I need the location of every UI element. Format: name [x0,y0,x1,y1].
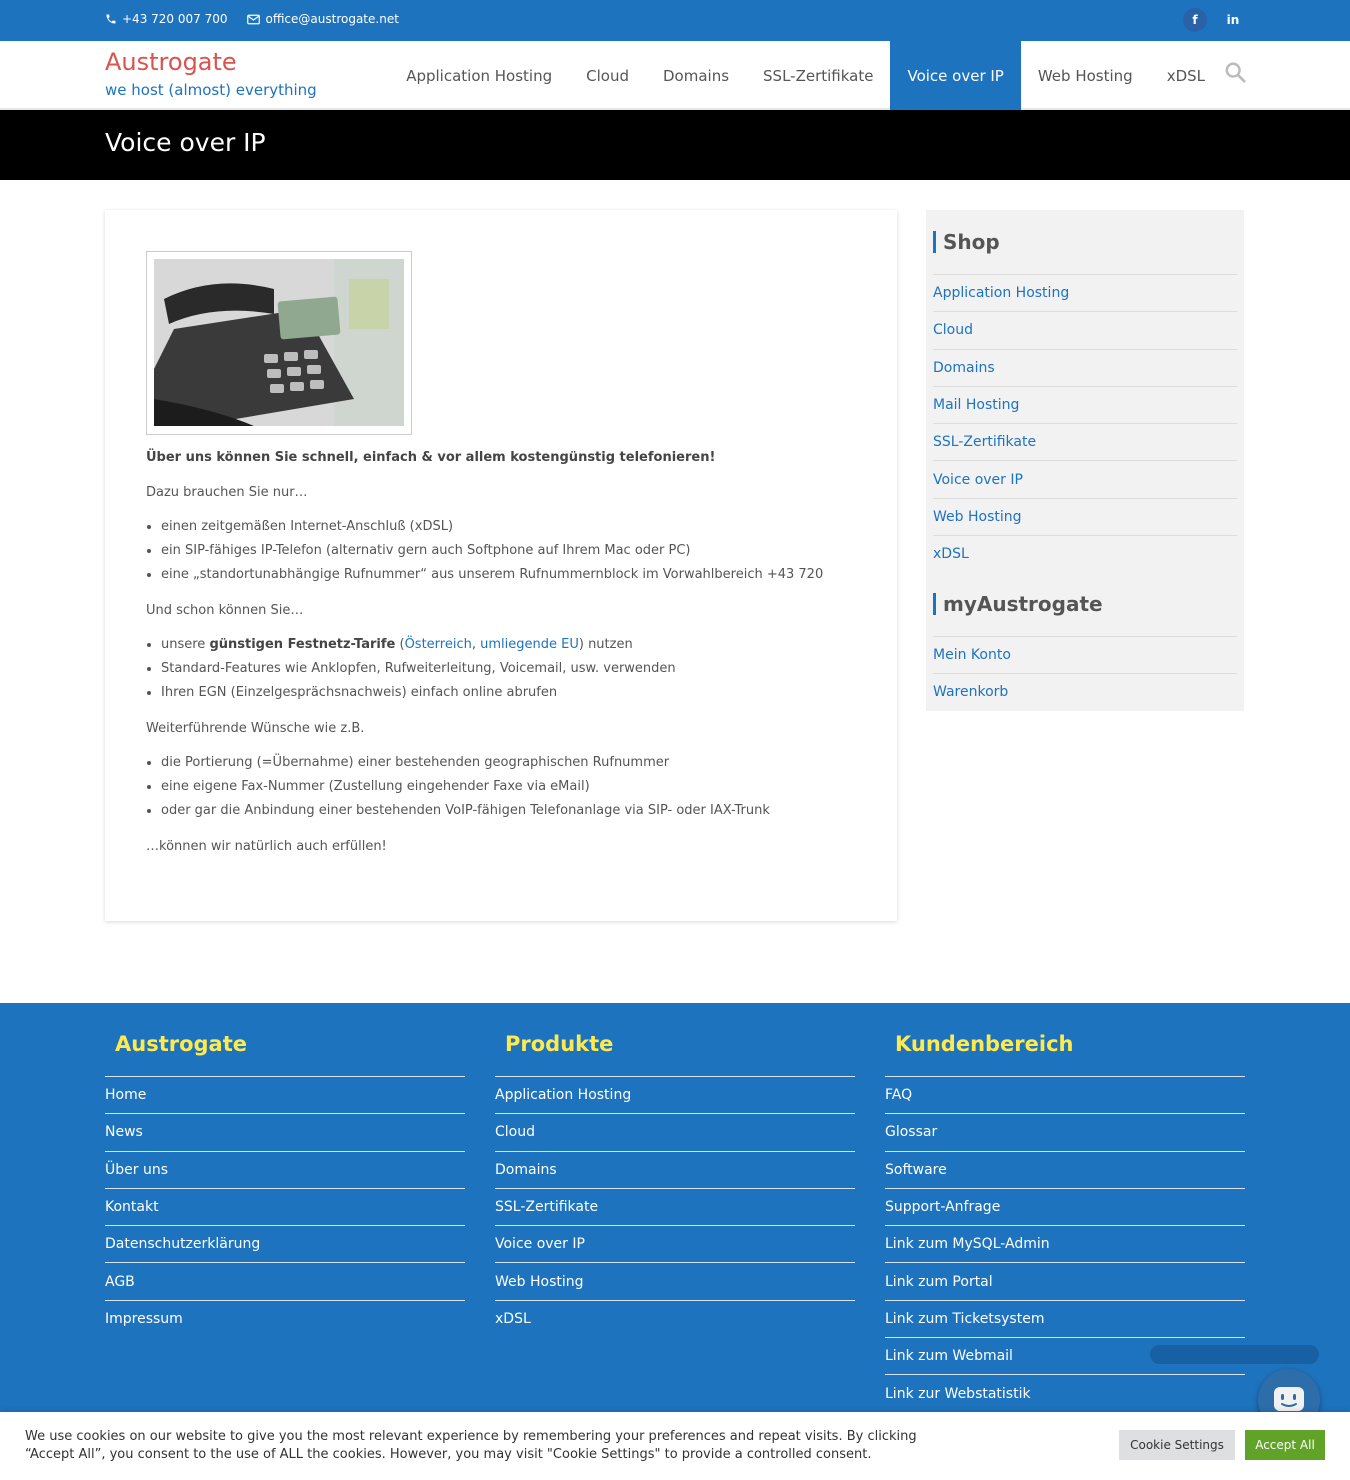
shop-list [933,274,1237,572]
facebook-icon[interactable]: f [1183,8,1207,32]
footer-list [105,1076,465,1337]
logo-subtitle: we host (almost) everything [105,81,317,99]
footer-link-voip[interactable]: Voice over IP [495,1225,855,1262]
shop-heading: Shop [933,231,1000,253]
intro-text [146,446,866,470]
envelope-icon [247,14,260,25]
logo-title[interactable]: Austrogate [105,48,237,76]
footer-link-faq[interactable]: FAQ [885,1076,1245,1113]
list-item: • oder gar die Anbindung einer bestehenden VoIP-fähigen Telefonanlage via SIP- oder IAX-Trunk [161,799,866,823]
email-address: office@austrogate.net [265,12,399,26]
main-content [105,210,897,921]
shop-item-voice-over-ip[interactable]: Voice over IP [933,460,1237,497]
footer-link-portal[interactable]: Link zum Portal [885,1262,1245,1299]
list-item: • ein SIP-fähiges IP-Telefon (alternativ gern auch Softphone auf Ihrem Mac oder PC) [161,539,866,563]
shop-item-xdsl[interactable]: xDSL [933,535,1237,572]
chat-bot-icon [1272,1385,1306,1415]
account-item-warenkorb[interactable]: Warenkorb [933,673,1237,710]
site-footer [0,1003,1350,1480]
cookie-settings-button[interactable]: Cookie Settings [1119,1430,1235,1460]
link-umliegende-eu[interactable]: umliegende EU [480,637,579,652]
list-item: • eine eigene Fax-Nummer (Zustellung eingehender Faxe via eMail) [161,775,866,799]
chat-greeting-bubble[interactable] [1150,1345,1319,1364]
footer-link-ticketsystem[interactable]: Link zum Ticketsystem [885,1300,1245,1337]
text-fragment: ) nutzen [578,637,633,652]
footer-link-xdsl[interactable]: xDSL [495,1300,855,1337]
footer-heading: Kundenbereich [895,1032,1074,1056]
footer-link-support[interactable]: Support-Anfrage [885,1188,1245,1225]
footer-link-ueber-uns[interactable]: Über uns [105,1151,465,1188]
paragraph-1: Dazu brauchen Sie nur… [146,485,308,500]
footer-link-impressum[interactable]: Impressum [105,1300,465,1337]
shop-item-application-hosting[interactable]: Application Hosting [933,274,1237,311]
shop-item-ssl-zertifikate[interactable]: SSL-Zertifikate [933,423,1237,460]
footer-link-webstatistik[interactable]: Link zur Webstatistik [885,1374,1245,1411]
nav-web-hosting[interactable]: Web Hosting [1037,66,1133,85]
footer-link-mysql-admin[interactable]: Link zum MySQL-Admin [885,1225,1245,1262]
footer-link-cloud[interactable]: Cloud [495,1113,855,1150]
text-fragment: ( [395,637,405,652]
phone-link[interactable] [105,12,227,26]
nav-domains[interactable]: Domains [663,66,730,85]
shop-item-web-hosting[interactable]: Web Hosting [933,498,1237,535]
accept-all-button[interactable]: Accept All [1245,1430,1325,1460]
nav-xdsl[interactable]: xDSL [1166,66,1205,85]
cookie-banner [0,1412,1350,1480]
tariff-bold: günstigen Festnetz-Tarife [209,637,396,652]
footer-heading: Austrogate [115,1032,248,1056]
site-header [0,41,1350,110]
link-oesterreich[interactable]: Österreich [404,637,472,652]
phone-photo [154,259,404,426]
footer-link-kontakt[interactable]: Kontakt [105,1188,465,1225]
extras-list [146,751,866,823]
text-fragment: , [471,637,481,652]
footer-link-glossar[interactable]: Glossar [885,1113,1245,1150]
footer-link-agb[interactable]: AGB [105,1262,465,1299]
footer-list [495,1076,855,1337]
nav-cloud[interactable]: Cloud [586,66,629,85]
footer-link-ssl[interactable]: SSL-Zertifikate [495,1188,855,1225]
myaustrogate-heading: myAustrogate [933,593,1103,615]
list-item: • Ihren EGN (Einzelgesprächsnachweis) einfach online abrufen [161,681,866,705]
paragraph-4: …können wir natürlich auch erfüllen! [146,839,387,854]
intro-bold: Über uns können Sie schnell, einfach & vor allem kostengünstig telefonieren! [146,450,716,465]
shop-item-mail-hosting[interactable]: Mail Hosting [933,386,1237,423]
main-nav [389,41,1222,110]
page-title-bar [0,110,1350,180]
text-fragment: unsere [161,637,210,652]
shop-item-domains[interactable]: Domains [933,349,1237,386]
ip-phone-illustration [154,259,404,426]
sidebar [926,210,1244,711]
top-bar [0,0,1350,41]
footer-heading: Produkte [505,1032,614,1056]
list-item: • einen zeitgemäßen Internet-Anschluß (xDSL) [161,515,866,539]
search-icon[interactable] [1224,61,1246,83]
footer-link-news[interactable]: News [105,1113,465,1150]
footer-link-application-hosting[interactable]: Application Hosting [495,1076,855,1113]
footer-link-home[interactable]: Home [105,1076,465,1113]
contact-info [105,12,399,26]
phone-icon [105,13,117,25]
shop-item-cloud[interactable]: Cloud [933,311,1237,348]
account-list [933,636,1237,711]
paragraph-2: Und schon können Sie… [146,603,304,618]
cookie-message: We use cookies on our website to give you the most relevant experience by remembering your preferences and repeat visits. By clicking “Accept All”, you consent to the use of ALL the cookies. However, you may visit "Cookie Settings" to provide a controlled consent. [25,1429,917,1462]
footer-link-web-hosting[interactable]: Web Hosting [495,1262,855,1299]
list-item: • Standard-Features wie Anklopfen, Rufweiterleitung, Voicemail, usw. verwenden [161,657,866,681]
social-links [1183,8,1245,32]
nav-ssl-zertifikate[interactable]: SSL-Zertifikate [763,66,874,85]
list-item [161,633,866,657]
footer-link-datenschutz[interactable]: Datenschutzerklärung [105,1225,465,1262]
email-link[interactable] [247,12,398,26]
phone-number: +43 720 007 700 [122,12,228,26]
list-item: • die Portierung (=Übernahme) einer bestehenden geographischen Rufnummer [161,751,866,775]
page-title: Voice over IP [105,128,266,157]
list-item: • eine „standortunabhängige Rufnummer“ aus unserem Rufnummernblock im Vorwahlbereich +43 720 [161,563,866,587]
voip-phone-image [146,251,412,435]
nav-voice-over-ip[interactable]: Voice over IP [890,41,1020,110]
paragraph-3: Weiterführende Wünsche wie z.B. [146,721,365,736]
footer-link-webmail[interactable]: Link zum Webmail [885,1337,1245,1374]
linkedin-icon[interactable]: in [1226,13,1240,27]
features-list [146,633,866,705]
nav-application-hosting[interactable]: Application Hosting [406,66,553,85]
account-item-mein-konto[interactable]: Mein Konto [933,636,1237,673]
footer-link-domains[interactable]: Domains [495,1151,855,1188]
footer-link-software[interactable]: Software [885,1151,1245,1188]
requirements-list [146,515,866,587]
